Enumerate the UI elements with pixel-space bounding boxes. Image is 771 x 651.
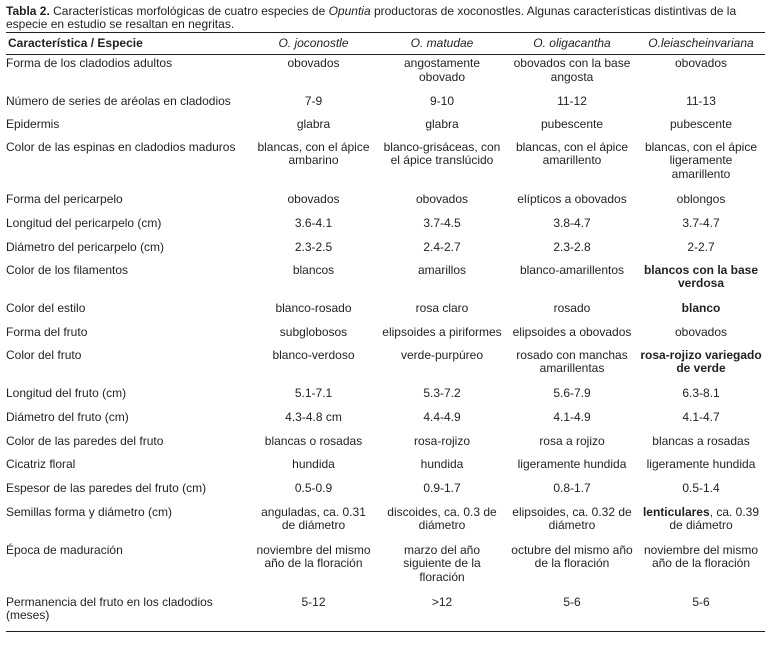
table-cell: rosado <box>553 300 591 315</box>
table-cell: 2-2.7 <box>687 239 715 254</box>
table-cell: elípticos a obovados <box>517 191 627 206</box>
table-cell: blanco-grisáceas, con el ápice translúcido <box>383 139 501 167</box>
table-cell: glabra <box>296 116 331 131</box>
table-cell: 3.7-4.7 <box>682 215 720 230</box>
table-cell: pubescente <box>669 116 733 131</box>
table-cell: ligeramente hundida <box>646 456 756 471</box>
table-cell: rosa-rojizo variegado de verde <box>640 347 762 375</box>
row-label: Espesor de las paredes del fruto (cm) <box>6 480 207 495</box>
row-label: Diámetro del pericarpelo (cm) <box>6 239 165 254</box>
table-row <box>6 409 765 433</box>
table-cell: 5-6 <box>507 594 637 632</box>
table-cell: 4.4-4.9 <box>423 409 461 424</box>
table-cell: subglobosos <box>279 324 348 339</box>
table-cell <box>637 504 765 542</box>
table-cell: rosado con manchas amarillentas <box>516 347 628 375</box>
table-cell: 5.3-7.2 <box>423 385 461 400</box>
row-label: Longitud del fruto (cm) <box>6 385 127 400</box>
table-cell: 4.1-4.7 <box>682 409 720 424</box>
table-row <box>6 504 765 542</box>
table-cell: elipsoides, ca. 0.32 de diámetro <box>512 504 632 532</box>
table-cell: 0.8-1.7 <box>553 480 591 495</box>
table-cell: >12 <box>377 594 507 632</box>
table-cell: blancas o rosadas <box>264 433 363 448</box>
table-cell: blancas a rosadas <box>652 433 750 448</box>
table-cell: rosa claro <box>415 300 469 315</box>
caption-genus: Opuntia <box>328 4 371 18</box>
table-row <box>6 93 765 116</box>
row-label: Color del fruto <box>6 347 82 362</box>
table-cell: 11-13 <box>686 93 716 108</box>
row-label: Número de series de aréolas en cladodios <box>6 93 231 108</box>
row-label: Forma del pericarpelo <box>6 191 123 206</box>
table-cell: 5.1-7.1 <box>294 385 333 400</box>
table-header <box>6 33 765 55</box>
table-cell: 0.9-1.7 <box>423 480 461 495</box>
table-cell: obovados con la base angosta <box>513 56 631 84</box>
table-cell: 2.4-2.7 <box>423 239 461 254</box>
row-label: Color del estilo <box>6 300 86 315</box>
table-cell: hundida <box>420 456 464 471</box>
table-row <box>6 480 765 504</box>
table-caption <box>6 0 765 32</box>
cell-rest: , ca. 0.39 de diámetro <box>669 504 760 532</box>
row-label: Diámetro del fruto (cm) <box>6 409 129 424</box>
table-cell: 0.5-1.4 <box>682 480 720 495</box>
table-cell: 3.6-4.1 <box>294 215 333 230</box>
header-o-matudae: O. matudae <box>377 33 507 55</box>
row-label: Época de maduración <box>6 542 123 557</box>
caption-label: Tabla 2. <box>6 4 50 18</box>
table-row <box>6 139 765 191</box>
table-row <box>6 191 765 215</box>
table-row <box>6 300 765 324</box>
row-label: Permanencia del fruto en los cladodios (meses) <box>6 594 250 632</box>
table-cell: 3.7-4.5 <box>423 215 461 230</box>
row-label: Forma del fruto <box>6 324 88 339</box>
bold-prefix: lenticulares <box>642 504 710 519</box>
table-cell: anguladas, ca. 0.31 de diámetro <box>261 504 366 532</box>
table-cell: verde-purpúreo <box>400 347 484 362</box>
header-o-joconostle: O. joconostle <box>250 33 377 55</box>
table-row <box>6 385 765 409</box>
table-cell: 5.6-7.9 <box>553 385 591 400</box>
header-row <box>6 33 765 55</box>
caption-text-before: Características morfológicas de cuatro especies de <box>49 4 329 18</box>
table-row <box>6 55 765 93</box>
table-cell: obovados <box>674 56 728 70</box>
row-label: Semillas forma y diámetro (cm) <box>6 504 173 519</box>
table-row <box>6 433 765 456</box>
table-cell: octubre del mismo año de la floración <box>511 542 633 570</box>
caption-text-after: productoras de xoconostles. Algunas características distintivas de la especie en estudio se resaltan en negritas. <box>6 4 737 31</box>
table-cell: noviembre del mismo año de la floración <box>256 542 371 570</box>
table-cell: angostamente obovado <box>403 56 481 84</box>
table-cell: elipsoides a piriformes <box>382 324 502 339</box>
row-label: Color de las espinas en cladodios maduros <box>6 139 236 154</box>
table-row <box>6 324 765 347</box>
table-cell: obovados <box>287 191 340 206</box>
table-cell: 4.1-4.9 <box>553 409 591 424</box>
row-label: Color de los filamentos <box>6 262 129 277</box>
table-cell: blancos con la base verdosa <box>643 262 759 290</box>
table-cell: 6.3-8.1 <box>682 385 720 400</box>
characteristics-table <box>6 32 765 632</box>
table-cell: blancos <box>292 262 335 277</box>
table-cell: 9-10 <box>429 93 455 108</box>
row-label: Epidermis <box>6 116 60 131</box>
table-cell: rosa a rojizo <box>539 433 605 448</box>
row-label: Forma de los cladodios adultos <box>6 56 173 70</box>
table-cell: 2.3-2.5 <box>294 239 333 254</box>
table-row <box>6 594 765 632</box>
table-row <box>6 542 765 594</box>
row-label: Longitud del pericarpelo (cm) <box>6 215 162 230</box>
table-row <box>6 456 765 480</box>
table-row <box>6 239 765 262</box>
table-cell: blancas, con el ápice amarillento <box>515 139 629 167</box>
table-row <box>6 262 765 300</box>
table-cell: oblongos <box>676 191 726 206</box>
table-cell: amarillos <box>417 262 466 277</box>
table-cell: blanco-amarillentos <box>519 262 625 277</box>
table-cell: 5-12 <box>250 594 377 632</box>
table-cell: blancas, con el ápice ligeramente amarillento <box>644 139 758 181</box>
table-cell: obovados <box>415 191 469 206</box>
table-row <box>6 347 765 385</box>
table-cell: 3.8-4.7 <box>553 215 591 230</box>
table-row <box>6 215 765 239</box>
table-cell: marzo del año siguiente de la floración <box>403 542 481 584</box>
table-cell: obovados <box>674 324 728 339</box>
header-characteristic: Característica / Especie <box>6 33 250 55</box>
table-cell: hundida <box>292 456 335 471</box>
table-cell: noviembre del mismo año de la floración <box>643 542 759 570</box>
table-body <box>6 55 765 632</box>
table-cell: 5-6 <box>637 594 765 632</box>
table-cell: 11-12 <box>557 93 587 108</box>
table-cell: pubescente <box>540 116 604 131</box>
table-cell: 7-9 <box>304 93 323 108</box>
table-cell: 2.3-2.8 <box>553 239 591 254</box>
table-cell: 0.5-0.9 <box>294 480 333 495</box>
header-o-oligacantha: O. oligacantha <box>507 33 637 55</box>
table-cell: discoides, ca. 0.3 de diámetro <box>387 504 497 532</box>
table-cell: rosa-rojizo <box>413 433 470 448</box>
table-cell: obovados <box>287 56 340 70</box>
header-o-leiascheinvariana: O.leiascheinvariana <box>637 33 765 55</box>
table-cell: blanco-verdoso <box>272 347 355 362</box>
table-cell: blancas, con el ápice ambarino <box>257 139 370 167</box>
table-cell: elipsoides a obovados <box>512 324 632 339</box>
table-cell: ligeramente hundida <box>517 456 627 471</box>
table-row <box>6 116 765 139</box>
table-cell: glabra <box>425 116 459 131</box>
row-label: Cicatriz floral <box>6 456 76 471</box>
table-cell: blanco-rosado <box>275 300 352 315</box>
table-cell: blanco <box>681 300 721 315</box>
table-cell: 4.3-4.8 cm <box>285 409 342 424</box>
row-label: Color de las paredes del fruto <box>6 433 164 448</box>
